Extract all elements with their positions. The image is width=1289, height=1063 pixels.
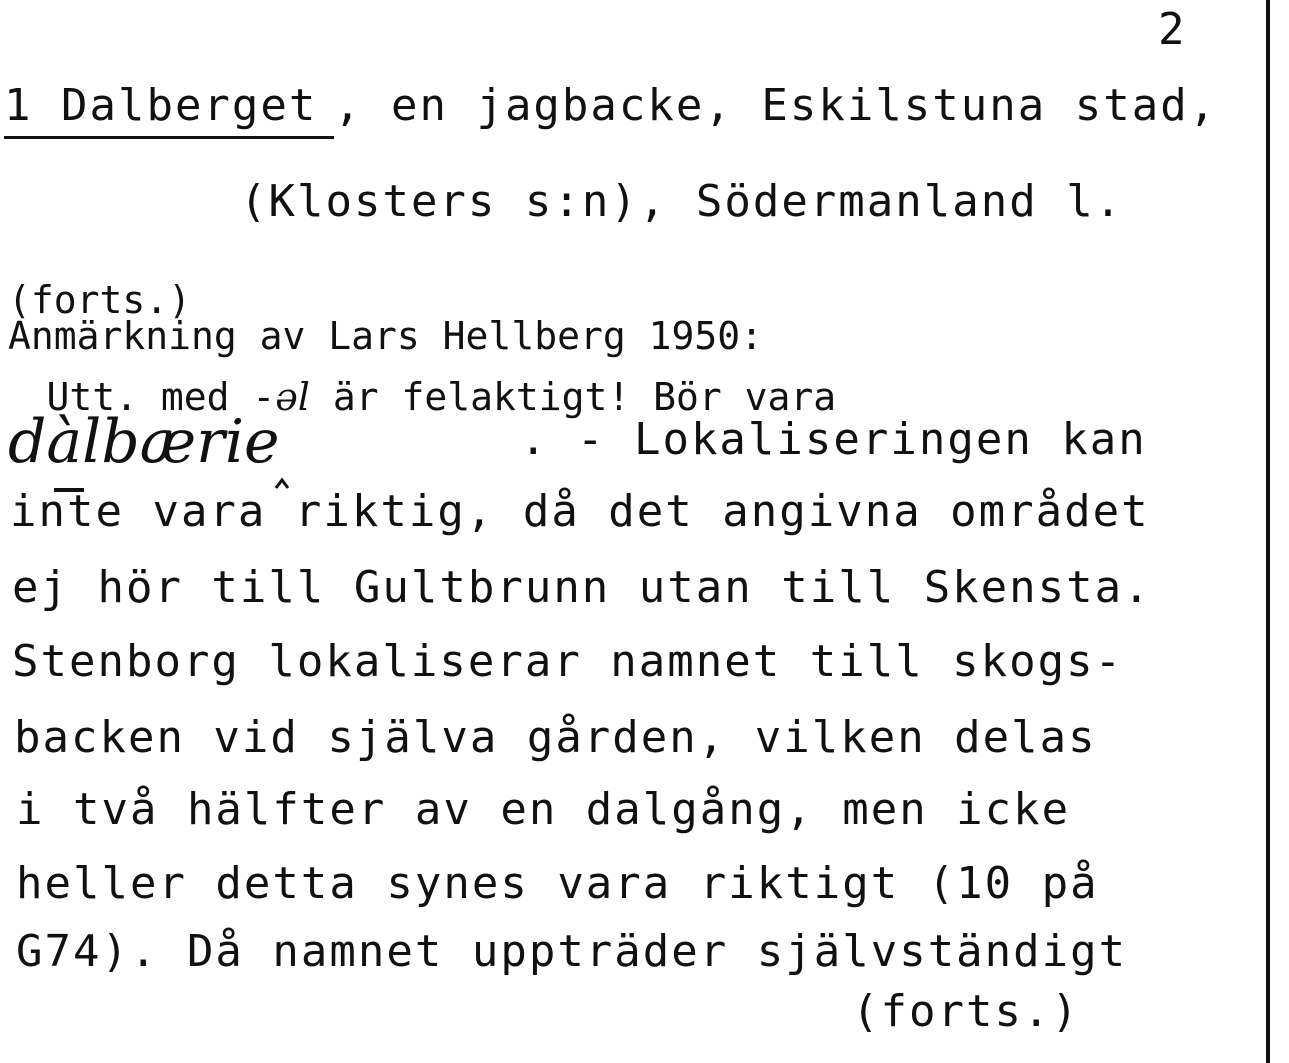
- body-line-1: inte vara riktig, då det angivna området: [10, 486, 1150, 537]
- page-number: 2: [1158, 4, 1187, 55]
- phonetic-transcription: dàlbærie: [8, 410, 280, 477]
- place-description: , en jagbacke, Eskilstuna stad,: [334, 80, 1218, 131]
- note-heading: Anmärkning av Lars Hellberg 1950:: [8, 314, 763, 358]
- note-phonetic-mark: əl: [275, 375, 310, 419]
- body-line-2: ej hör till Gultbrunn utan till Skensta.: [12, 562, 1152, 613]
- line-after-phonetic: . - Lokaliseringen kan: [520, 414, 1147, 465]
- continued-bottom: (forts.): [852, 986, 1080, 1037]
- body-line-5: i två hälfter av en dalgång, men icke: [16, 784, 1071, 835]
- card-edge-line: [1266, 0, 1270, 1063]
- body-line-7: G74). Då namnet uppträder självständigt: [16, 926, 1128, 977]
- place-location: (Klosters s:n), Södermanland l.: [240, 176, 1124, 227]
- body-line-3: Stenborg lokaliserar namnet till skogs-: [12, 636, 1124, 687]
- place-name-underline: [4, 136, 334, 139]
- place-name: 1 Dalberget: [4, 80, 318, 131]
- body-line-4: backen vid själva gården, vilken delas: [14, 712, 1097, 763]
- note-line-2-prefix: Utt. med -: [46, 375, 276, 419]
- note-line-2-suffix: är felaktigt! Bör vara: [309, 375, 837, 419]
- continued-top: (forts.): [8, 278, 192, 322]
- body-line-6: heller detta synes vara riktigt (10 på: [16, 858, 1099, 909]
